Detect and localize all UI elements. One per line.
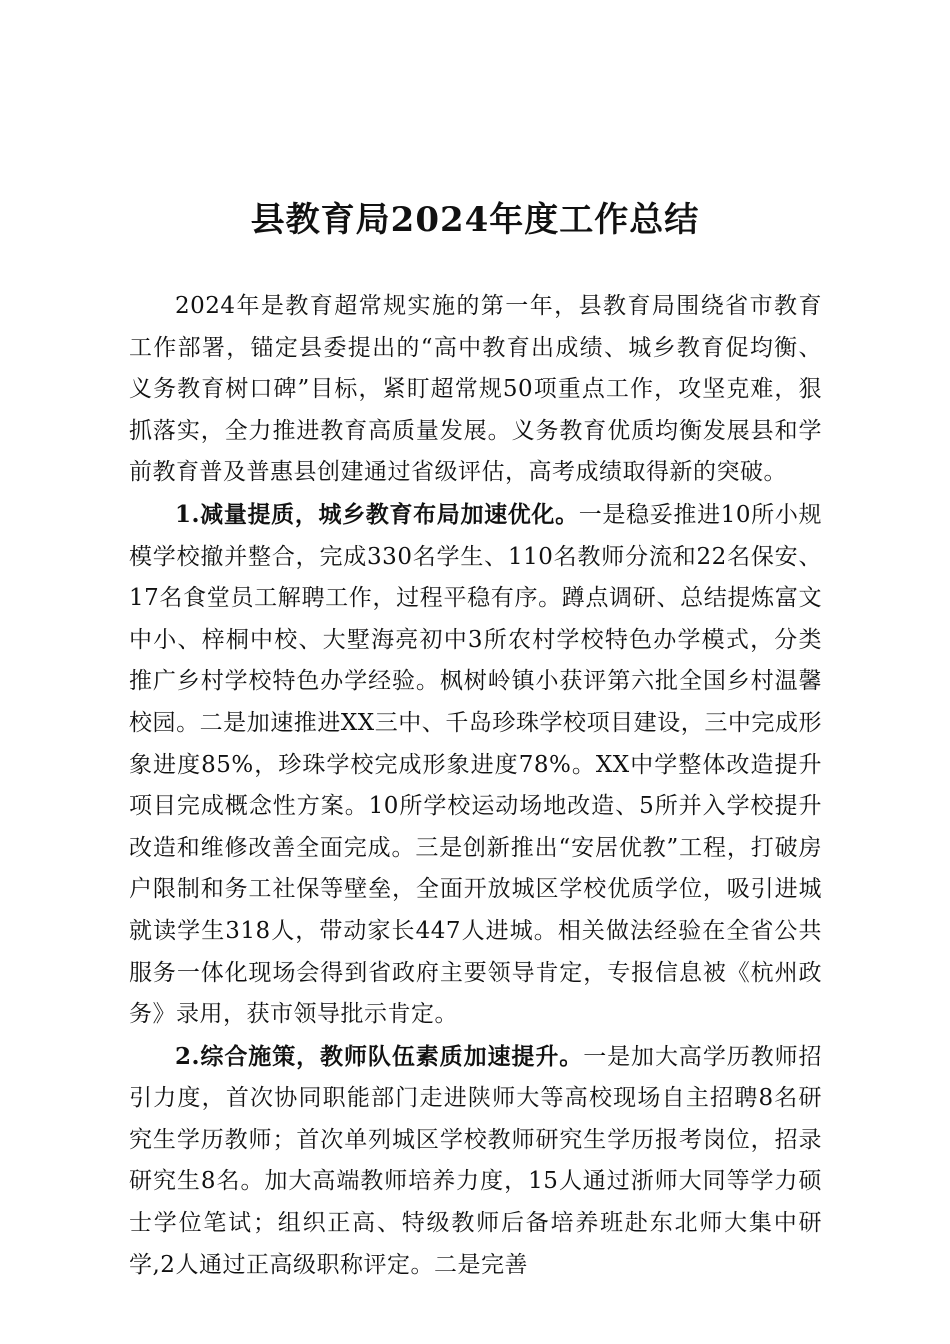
paragraph-text: 一是稳妥推进10所小规模学校撤并整合，完成330名学生、110名教师分流和22名保安、17名食堂员工解聘工作，过程平稳有序。蹲点调研、总结提炼富文中小、梓桐中校、大墅海亮初中3所农村学校特色办学模式，分类推广乡村学校特色办学经验。枫树岭镇小获评第六批全国乡村温馨校园。二是加速推进XX三中、千岛珍珠学校项目建设，三中完成形象进度85%，珍珠学校完成形象进度78%。XX中学整体改造提升项目完成概念性方案。10所学校运动场地改造、5所并入学校提升改造和维修改善全面完成。三是创新推出“安居优教”工程，打破房户限制和务工社保等壁垒，全面开放城区学校优质学位，吸引进城就读学生318人，带动家长447人进城。相关做法经验在全省公共服务一体化现场会得到省政府主要领导肯定，专报信息被《杭州政务》录用，获市领导批示肯定。 xyxy=(129,501,822,1028)
section-2-heading: 2.综合施策，教师队伍素质加速提升。 xyxy=(175,1042,584,1070)
section-1-paragraph xyxy=(129,494,822,1036)
paragraph-text: 2024年是教育超常规实施的第一年，县教育局围绕省市教育工作部署，锚定县委提出的“高中教育出成绩、城乡教育促均衡、义务教育树口碑”目标，紧盯超常规50项重点工作，攻坚克难，狠抓落实，全力推进教育高质量发展。义务教育优质均衡发展县和学前教育普及普惠县创建通过省级评估，高考成绩取得新的突破。 xyxy=(129,293,822,486)
section-2-paragraph xyxy=(129,1036,822,1287)
paragraph-text: 一是加大高学历教师招引力度，首次协同职能部门走进陕师大等高校现场自主招聘8名研究生学历教师；首次单列城区学校教师研究生学历报考岗位，招录研究生8名。加大高端教师培养力度，15人通过浙师大同等学力硕士学位笔试；组织正高、特级教师后备培养班赴东北师大集中研学,2人通过正高级职称评定。二是完善 xyxy=(129,1043,823,1278)
document-title: 县教育局2024年度工作总结 xyxy=(250,200,700,240)
section-1-heading: 1.减量提质，城乡教育布局加速优化。 xyxy=(175,500,579,528)
document-body xyxy=(129,286,822,1286)
intro-paragraph xyxy=(129,286,822,494)
